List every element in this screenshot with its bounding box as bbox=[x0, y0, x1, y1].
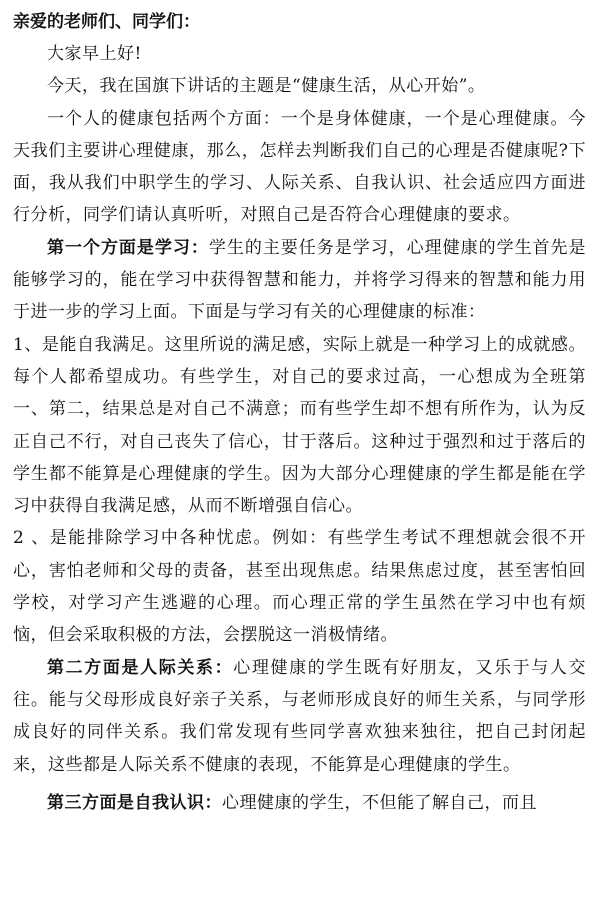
overview-paragraph: 一个人的健康包括两个方面：一个是身体健康，一个是心理健康。今天我们主要讲心理健康，那么，怎样去判断我们自己的心理是否健康呢?下面，我从我们中职学生的学习、人际关系、自我认识、社会适应四方面进行分析，同学们请认真听听，对照自己是否符合心理健康的要求。 bbox=[13, 108, 586, 226]
section-relationships-heading: 第二方面是人际关系： bbox=[47, 657, 234, 678]
intro-paragraph: 今天，我在国旗下讲话的主题是“健康生活，从心开始”。 bbox=[47, 76, 486, 97]
salutation: 亲爱的老师们、同学们： bbox=[13, 12, 200, 32]
section-learning-body: 学生的主要任务是学习，心理健康的学生首先是能够学习的，能在学习中获得智慧和能力，并将学习得来的智慧和能力用于进一步的学习上面。下面是与学习有关的心理健康的标准： bbox=[13, 237, 587, 323]
section-learning-paragraph bbox=[13, 232, 586, 329]
section-relationships-body: 心理健康的学生既有好朋友，又乐于与人交往。能与父母形成良好亲子关系，与老师形成良好的师生关系，与同学形成良好的同伴关系。我们常发现有些同学喜欢独来独往，把自己封闭起来，这些都是人际关系不健康的表现，不能算是心理健康的学生。 bbox=[13, 657, 586, 775]
learning-point-1: 1、是能自我满足。这里所说的满足感，实际上就是一种学习上的成就感。每个人都希望成功。有些学生，对自己的要求过高，一心想成为全班第一、第二，结果总是对自己不满意；而有些学生却不想有所作为，认为反正自己不行，对自己丧失了信心，甘于落后。这种过于强烈和过于落后的学生都不能算是心理健康的学生。因为大部分心理健康的学生都是能在学习中获得自我满足感，从而不断增强自信心。 bbox=[13, 334, 586, 517]
section-self-awareness-body: 心理健康的学生，不但能了解自己，而且 bbox=[222, 792, 537, 813]
section-learning-heading: 第一个方面是学习： bbox=[47, 237, 209, 258]
learning-point-2: 2 、是能排除学习中各种忧虑。例如：有些学生考试不理想就会很不开心，害怕老师和父母的责备，甚至出现焦虑。结果焦虑过度，甚至害怕回学校，对学习产生逃避的心理。而心理正常的学生虽然在学习中也有烦恼，但会采取积极的方法，会摆脱这一消极情绪。 bbox=[13, 528, 586, 646]
section-relationships-paragraph bbox=[13, 652, 586, 781]
section-self-awareness-paragraph bbox=[13, 787, 586, 819]
greeting: 大家早上好! bbox=[47, 44, 142, 64]
section-self-awareness-heading: 第三方面是自我认识： bbox=[47, 792, 222, 813]
